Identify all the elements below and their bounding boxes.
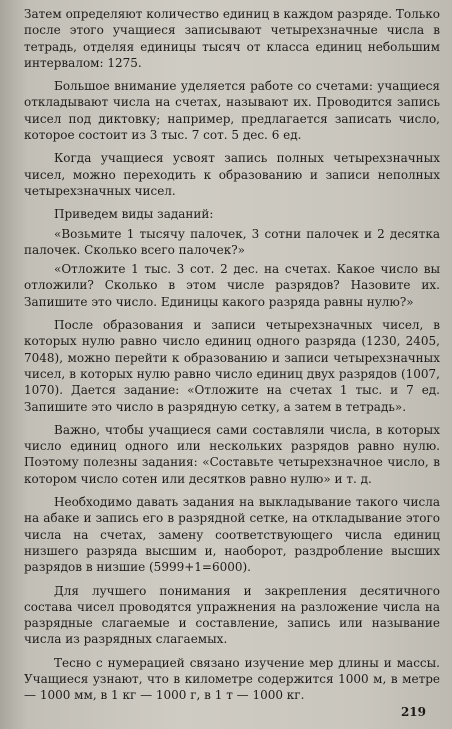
page-number: 219 (400, 705, 426, 719)
paragraph-3: Когда учащиеся усвоят запись полных четырехзначных чисел, можно переходить к образованию и записи неполных четырехзначных чисел. (24, 151, 440, 198)
paragraph-6: «Отложите 1 тыс. 3 сот. 2 дес. на счетах. Какое число вы отложили? Сколько в этом числе разрядов? Назовите их. Запишите это число. Единицы какого разряда равны нулю?» (24, 262, 440, 309)
paragraph-8: Важно, чтобы учащиеся сами составляли числа, в которых число единиц одного или нескольких разрядов равно нулю. Поэтому полезны задания: «Составьте четырехзначное число, в котором число сотен или десятков равно нулю» и т. д. (24, 422, 440, 486)
paragraph-7: После образования и записи четырехзначных чисел, в которых нулю равно число единиц одного разряда (1230, 2405, 7048), можно перейти к образованию и записи четырехзначных чисел, в которых нулю равно число единиц двух разрядов (1007, 1070). Дается задание: «Отложите на счетах 1 тыс. и 7 ед. Запишите это число в разрядную сетку, а затем в тетрадь». (24, 318, 440, 414)
paragraph-10: Для лучшего понимания и закрепления десятичного состава чисел проводятся упражнения на разложение числа на разрядные слагаемые и составление, запись или называние числа из разрядных слагаемых. (24, 583, 440, 647)
paragraph-4: Приведем виды заданий: (54, 207, 214, 222)
page-text (24, 6, 440, 711)
paragraph-9: Необходимо давать задания на выкладывание такого числа на абаке и запись его в разрядной сетке, на откладывание этого числа на счетах, замену соответствующего числа единиц низшего разряда высшим и, наоборот, раздробление высших разрядов в низшие (5999+1=6000). (24, 495, 440, 575)
paragraph-2: Большое внимание уделяется работе со счетами: учащиеся откладывают числа на счетах, называют их. Проводится запись чисел под диктовку; например, предлагается записать число, которое состоит из 3 тыс. 7 сот. 5 дес. 6 ед. (24, 79, 440, 143)
paragraph-1: Затем определяют количество единиц в каждом разряде. Только после этого учащиеся записывают четырехзначные числа в тетрадь, отделяя единицы тысяч от класса единиц небольшим интервалом: 1275. (24, 7, 440, 70)
paragraph-11: Тесно с нумерацией связано изучение мер длины и массы. Учащиеся узнают, что в километре содержится 1000 м, в метре — 1000 мм, в 1 кг — 1000 г, в 1 т — 1000 кг. (24, 655, 440, 703)
paragraph-5: «Возьмите 1 тысячу палочек, 3 сотни палочек и 2 десятка палочек. Сколько всего палочек?» (24, 226, 440, 257)
